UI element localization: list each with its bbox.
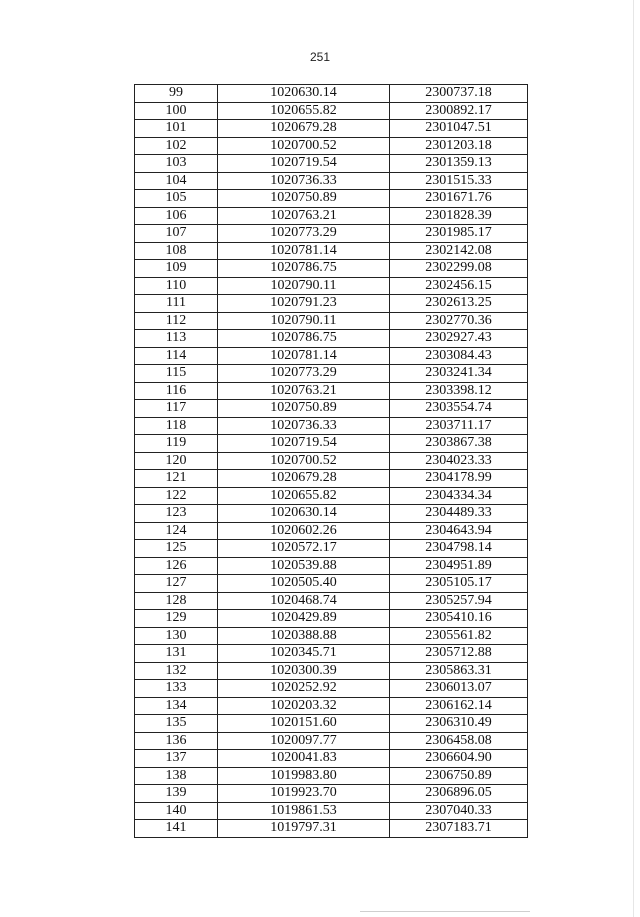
- y-coordinate-cell: 2307040.33: [390, 802, 528, 820]
- table-row: [135, 277, 528, 295]
- table-row: [135, 120, 528, 138]
- table-row: [135, 715, 528, 733]
- y-coordinate-cell: 2304023.33: [390, 452, 528, 470]
- x-coordinate-cell: 1020655.82: [218, 102, 390, 120]
- x-coordinate-cell: 1020750.89: [218, 190, 390, 208]
- point-number-cell: 124: [135, 522, 218, 540]
- y-coordinate-cell: 2306310.49: [390, 715, 528, 733]
- x-coordinate-cell: 1020719.54: [218, 435, 390, 453]
- y-coordinate-cell: 2301985.17: [390, 225, 528, 243]
- point-number-cell: 135: [135, 715, 218, 733]
- x-coordinate-cell: 1020700.52: [218, 137, 390, 155]
- y-coordinate-cell: 2306896.05: [390, 785, 528, 803]
- coordinates-table: [134, 84, 528, 838]
- point-number-cell: 131: [135, 645, 218, 663]
- table-row: [135, 487, 528, 505]
- x-coordinate-cell: 1020736.33: [218, 417, 390, 435]
- point-number-cell: 115: [135, 365, 218, 383]
- y-coordinate-cell: 2304798.14: [390, 540, 528, 558]
- point-number-cell: 141: [135, 820, 218, 838]
- y-coordinate-cell: 2302299.08: [390, 260, 528, 278]
- point-number-cell: 127: [135, 575, 218, 593]
- y-coordinate-cell: 2304178.99: [390, 470, 528, 488]
- y-coordinate-cell: 2303398.12: [390, 382, 528, 400]
- table-row: [135, 242, 528, 260]
- point-number-cell: 110: [135, 277, 218, 295]
- point-number-cell: 130: [135, 627, 218, 645]
- y-coordinate-cell: 2302770.36: [390, 312, 528, 330]
- point-number-cell: 113: [135, 330, 218, 348]
- table-row: [135, 435, 528, 453]
- table-row: [135, 680, 528, 698]
- point-number-cell: 106: [135, 207, 218, 225]
- x-coordinate-cell: 1020790.11: [218, 277, 390, 295]
- y-coordinate-cell: 2304951.89: [390, 557, 528, 575]
- y-coordinate-cell: 2302613.25: [390, 295, 528, 313]
- table-row: [135, 592, 528, 610]
- point-number-cell: 120: [135, 452, 218, 470]
- table-row: [135, 172, 528, 190]
- table-row: [135, 225, 528, 243]
- y-coordinate-cell: 2302927.43: [390, 330, 528, 348]
- y-coordinate-cell: 2307183.71: [390, 820, 528, 838]
- point-number-cell: 114: [135, 347, 218, 365]
- y-coordinate-cell: 2303554.74: [390, 400, 528, 418]
- x-coordinate-cell: 1020630.14: [218, 85, 390, 103]
- point-number-cell: 105: [135, 190, 218, 208]
- point-number-cell: 109: [135, 260, 218, 278]
- table-row: [135, 767, 528, 785]
- x-coordinate-cell: 1020773.29: [218, 365, 390, 383]
- x-coordinate-cell: 1020773.29: [218, 225, 390, 243]
- x-coordinate-cell: 1020786.75: [218, 260, 390, 278]
- table-row: [135, 697, 528, 715]
- x-coordinate-cell: 1020786.75: [218, 330, 390, 348]
- x-coordinate-cell: 1020252.92: [218, 680, 390, 698]
- y-coordinate-cell: 2306604.90: [390, 750, 528, 768]
- table-row: [135, 417, 528, 435]
- x-coordinate-cell: 1020151.60: [218, 715, 390, 733]
- y-coordinate-cell: 2303711.17: [390, 417, 528, 435]
- y-coordinate-cell: 2301359.13: [390, 155, 528, 173]
- x-coordinate-cell: 1020630.14: [218, 505, 390, 523]
- x-coordinate-cell: 1020203.32: [218, 697, 390, 715]
- coordinates-table-body: [135, 85, 528, 838]
- x-coordinate-cell: 1020700.52: [218, 452, 390, 470]
- y-coordinate-cell: 2305863.31: [390, 662, 528, 680]
- table-row: [135, 102, 528, 120]
- point-number-cell: 137: [135, 750, 218, 768]
- point-number-cell: 119: [135, 435, 218, 453]
- table-row: [135, 610, 528, 628]
- table-row: [135, 662, 528, 680]
- table-row: [135, 190, 528, 208]
- table-row: [135, 557, 528, 575]
- y-coordinate-cell: 2306750.89: [390, 767, 528, 785]
- table-row: [135, 470, 528, 488]
- table-row: [135, 347, 528, 365]
- point-number-cell: 101: [135, 120, 218, 138]
- table-row: [135, 452, 528, 470]
- y-coordinate-cell: 2301203.18: [390, 137, 528, 155]
- table-row: [135, 820, 528, 838]
- point-number-cell: 121: [135, 470, 218, 488]
- y-coordinate-cell: 2306458.08: [390, 732, 528, 750]
- page-number: 251: [309, 50, 331, 64]
- table-row: [135, 365, 528, 383]
- y-coordinate-cell: 2301671.76: [390, 190, 528, 208]
- point-number-cell: 112: [135, 312, 218, 330]
- point-number-cell: 129: [135, 610, 218, 628]
- x-coordinate-cell: 1020602.26: [218, 522, 390, 540]
- table-row: [135, 802, 528, 820]
- point-number-cell: 102: [135, 137, 218, 155]
- point-number-cell: 123: [135, 505, 218, 523]
- point-number-cell: 116: [135, 382, 218, 400]
- x-coordinate-cell: 1020300.39: [218, 662, 390, 680]
- point-number-cell: 111: [135, 295, 218, 313]
- y-coordinate-cell: 2302142.08: [390, 242, 528, 260]
- table-row: [135, 295, 528, 313]
- table-row: [135, 312, 528, 330]
- x-coordinate-cell: 1020763.21: [218, 207, 390, 225]
- x-coordinate-cell: 1020790.11: [218, 312, 390, 330]
- table-row: [135, 575, 528, 593]
- y-coordinate-cell: 2304334.34: [390, 487, 528, 505]
- table-row: [135, 382, 528, 400]
- x-coordinate-cell: 1019797.31: [218, 820, 390, 838]
- point-number-cell: 139: [135, 785, 218, 803]
- scan-artifact-line: [360, 911, 530, 912]
- y-coordinate-cell: 2306013.07: [390, 680, 528, 698]
- x-coordinate-cell: 1020505.40: [218, 575, 390, 593]
- table-row: [135, 732, 528, 750]
- point-number-cell: 133: [135, 680, 218, 698]
- x-coordinate-cell: 1020388.88: [218, 627, 390, 645]
- x-coordinate-cell: 1020736.33: [218, 172, 390, 190]
- point-number-cell: 126: [135, 557, 218, 575]
- point-number-cell: 136: [135, 732, 218, 750]
- table-row: [135, 137, 528, 155]
- x-coordinate-cell: 1020679.28: [218, 470, 390, 488]
- point-number-cell: 140: [135, 802, 218, 820]
- y-coordinate-cell: 2305105.17: [390, 575, 528, 593]
- x-coordinate-cell: 1020041.83: [218, 750, 390, 768]
- y-coordinate-cell: 2303867.38: [390, 435, 528, 453]
- point-number-cell: 107: [135, 225, 218, 243]
- y-coordinate-cell: 2303084.43: [390, 347, 528, 365]
- table-row: [135, 540, 528, 558]
- point-number-cell: 108: [135, 242, 218, 260]
- table-row: [135, 155, 528, 173]
- table-row: [135, 400, 528, 418]
- x-coordinate-cell: 1020750.89: [218, 400, 390, 418]
- y-coordinate-cell: 2300737.18: [390, 85, 528, 103]
- table-row: [135, 785, 528, 803]
- y-coordinate-cell: 2305712.88: [390, 645, 528, 663]
- x-coordinate-cell: 1020679.28: [218, 120, 390, 138]
- point-number-cell: 103: [135, 155, 218, 173]
- table-row: [135, 260, 528, 278]
- y-coordinate-cell: 2304489.33: [390, 505, 528, 523]
- table-row: [135, 645, 528, 663]
- y-coordinate-cell: 2300892.17: [390, 102, 528, 120]
- x-coordinate-cell: 1019923.70: [218, 785, 390, 803]
- y-coordinate-cell: 2305561.82: [390, 627, 528, 645]
- x-coordinate-cell: 1020763.21: [218, 382, 390, 400]
- x-coordinate-cell: 1020781.14: [218, 347, 390, 365]
- table-row: [135, 522, 528, 540]
- point-number-cell: 132: [135, 662, 218, 680]
- point-number-cell: 128: [135, 592, 218, 610]
- y-coordinate-cell: 2303241.34: [390, 365, 528, 383]
- x-coordinate-cell: 1020781.14: [218, 242, 390, 260]
- x-coordinate-cell: 1020572.17: [218, 540, 390, 558]
- point-number-cell: 117: [135, 400, 218, 418]
- point-number-cell: 122: [135, 487, 218, 505]
- y-coordinate-cell: 2304643.94: [390, 522, 528, 540]
- table-row: [135, 207, 528, 225]
- y-coordinate-cell: 2301828.39: [390, 207, 528, 225]
- point-number-cell: 100: [135, 102, 218, 120]
- table-row: [135, 750, 528, 768]
- point-number-cell: 118: [135, 417, 218, 435]
- table-row: [135, 627, 528, 645]
- y-coordinate-cell: 2306162.14: [390, 697, 528, 715]
- table-row: [135, 330, 528, 348]
- x-coordinate-cell: 1020791.23: [218, 295, 390, 313]
- y-coordinate-cell: 2301047.51: [390, 120, 528, 138]
- y-coordinate-cell: 2301515.33: [390, 172, 528, 190]
- point-number-cell: 138: [135, 767, 218, 785]
- x-coordinate-cell: 1020097.77: [218, 732, 390, 750]
- point-number-cell: 125: [135, 540, 218, 558]
- x-coordinate-cell: 1020468.74: [218, 592, 390, 610]
- page-edge-line: [633, 0, 634, 917]
- table-row: [135, 85, 528, 103]
- x-coordinate-cell: 1020429.89: [218, 610, 390, 628]
- point-number-cell: 104: [135, 172, 218, 190]
- point-number-cell: 134: [135, 697, 218, 715]
- y-coordinate-cell: 2305410.16: [390, 610, 528, 628]
- x-coordinate-cell: 1020345.71: [218, 645, 390, 663]
- x-coordinate-cell: 1020539.88: [218, 557, 390, 575]
- y-coordinate-cell: 2305257.94: [390, 592, 528, 610]
- y-coordinate-cell: 2302456.15: [390, 277, 528, 295]
- point-number-cell: 99: [135, 85, 218, 103]
- x-coordinate-cell: 1020655.82: [218, 487, 390, 505]
- table-row: [135, 505, 528, 523]
- x-coordinate-cell: 1019983.80: [218, 767, 390, 785]
- x-coordinate-cell: 1019861.53: [218, 802, 390, 820]
- x-coordinate-cell: 1020719.54: [218, 155, 390, 173]
